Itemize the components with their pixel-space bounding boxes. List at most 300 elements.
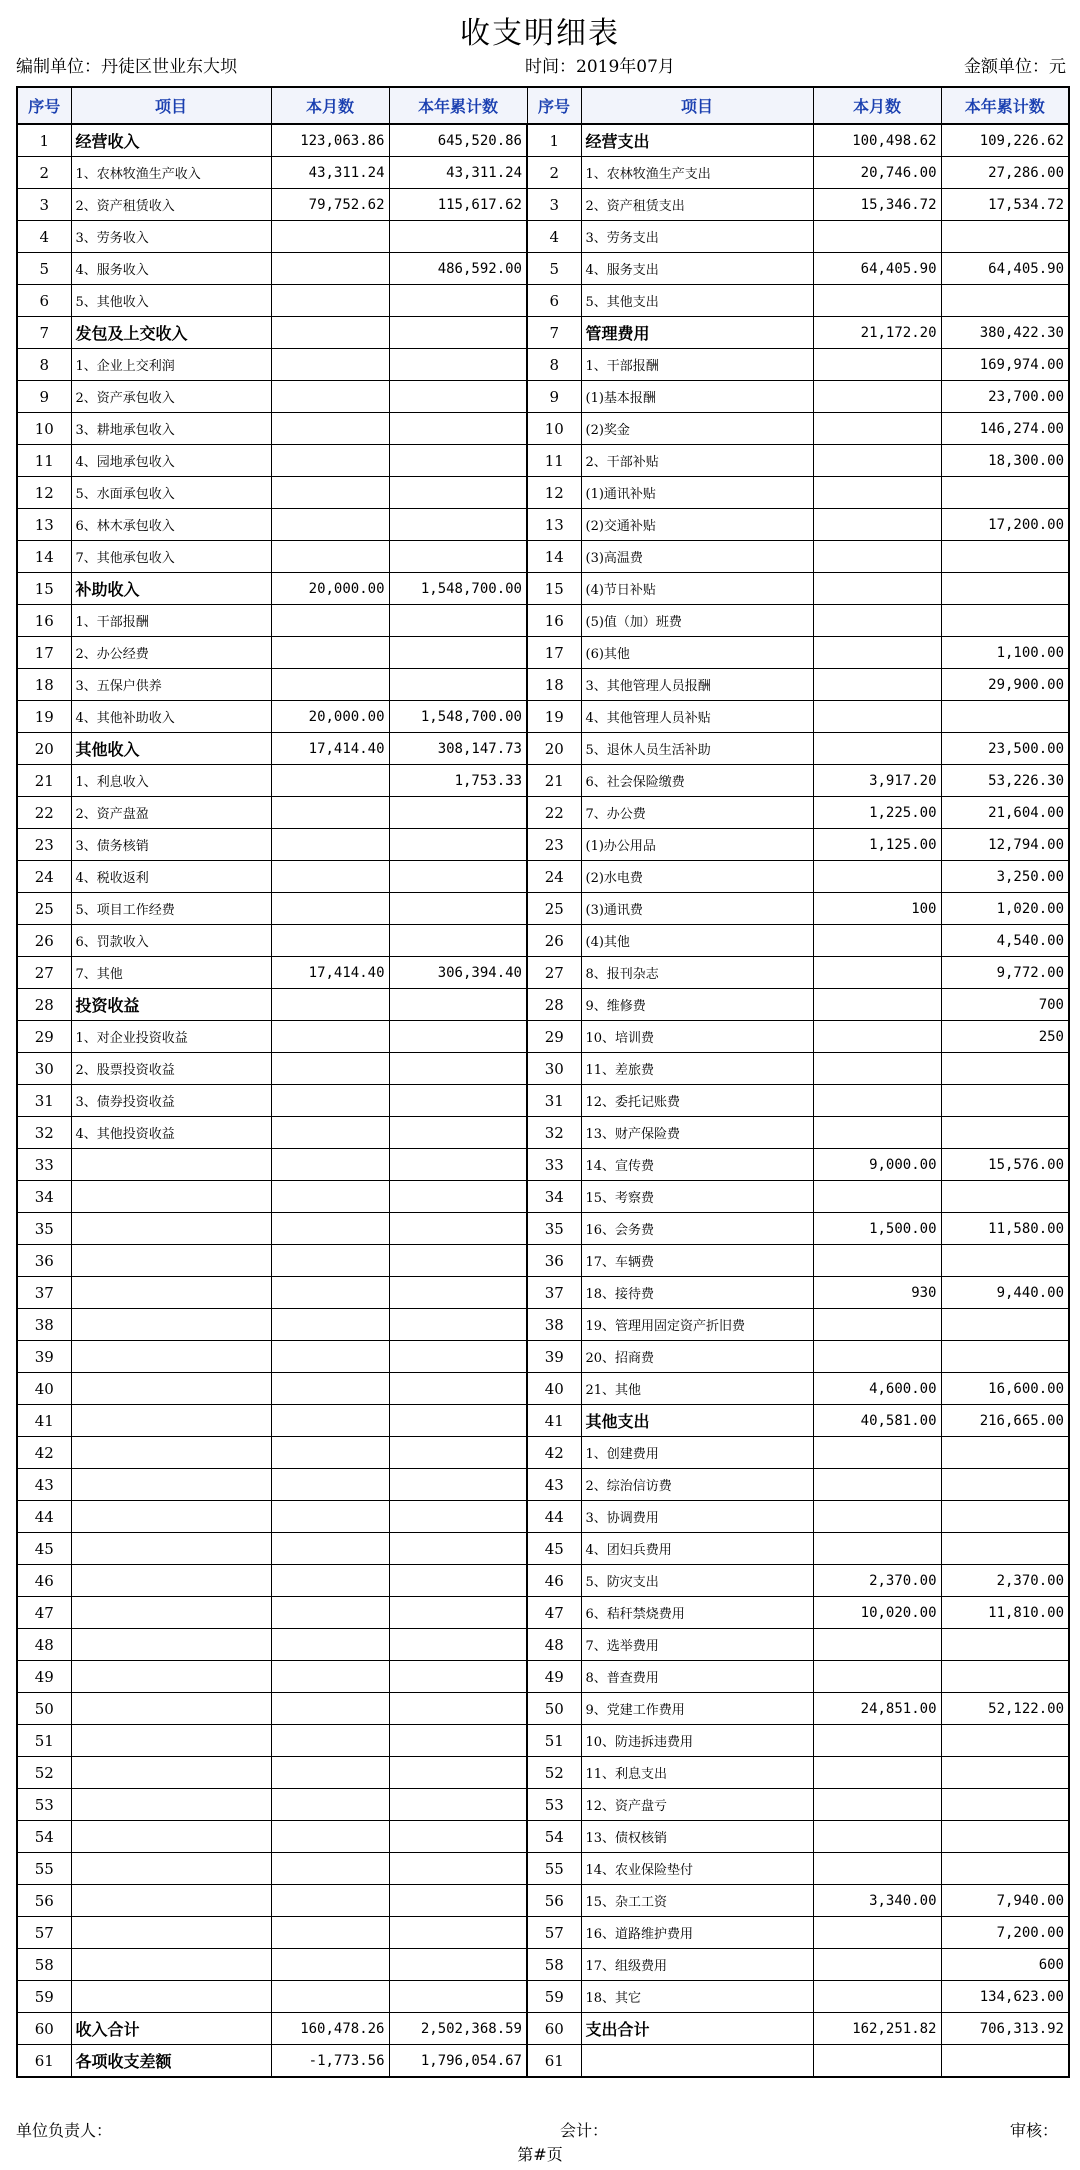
table-row bbox=[17, 157, 1069, 189]
row-expense-item: (6)其他 bbox=[581, 637, 813, 669]
row-income-ytd bbox=[389, 221, 527, 253]
row-expense-ytd: 706,313.92 bbox=[941, 2013, 1069, 2045]
row-income-ytd bbox=[389, 509, 527, 541]
row-income-item: 各项收支差额 bbox=[71, 2045, 271, 2078]
row-seq-right: 43 bbox=[527, 1469, 581, 1501]
row-income-month bbox=[271, 541, 389, 573]
row-seq-right: 58 bbox=[527, 1949, 581, 1981]
row-income-ytd bbox=[389, 1501, 527, 1533]
table-row bbox=[17, 605, 1069, 637]
table-row bbox=[17, 1021, 1069, 1053]
row-expense-month bbox=[813, 1053, 941, 1085]
table-row bbox=[17, 1405, 1069, 1437]
row-expense-item: 11、差旅费 bbox=[581, 1053, 813, 1085]
row-seq-right: 37 bbox=[527, 1277, 581, 1309]
table-row bbox=[17, 1981, 1069, 2013]
row-income-item: 收入合计 bbox=[71, 2013, 271, 2045]
row-seq-right: 49 bbox=[527, 1661, 581, 1693]
row-seq-right: 3 bbox=[527, 189, 581, 221]
row-income-month bbox=[271, 829, 389, 861]
row-expense-item: 5、退休人员生活补助 bbox=[581, 733, 813, 765]
row-seq-right: 34 bbox=[527, 1181, 581, 1213]
row-income-month bbox=[271, 1885, 389, 1917]
row-income-item: 2、股票投资收益 bbox=[71, 1053, 271, 1085]
row-income-ytd bbox=[389, 413, 527, 445]
row-income-ytd bbox=[389, 1117, 527, 1149]
table-row bbox=[17, 893, 1069, 925]
row-seq-left: 47 bbox=[17, 1597, 71, 1629]
row-seq-right: 25 bbox=[527, 893, 581, 925]
unit-head-label: 单位负责人： bbox=[16, 2121, 113, 2140]
row-expense-month: 9,000.00 bbox=[813, 1149, 941, 1181]
row-income-month bbox=[271, 1085, 389, 1117]
table-row bbox=[17, 1469, 1069, 1501]
row-seq-right: 24 bbox=[527, 861, 581, 893]
table-row bbox=[17, 765, 1069, 797]
row-income-month bbox=[271, 349, 389, 381]
row-expense-item: (3)通讯费 bbox=[581, 893, 813, 925]
table-row bbox=[17, 573, 1069, 605]
row-seq-left: 27 bbox=[17, 957, 71, 989]
row-income-item bbox=[71, 1597, 271, 1629]
table-row bbox=[17, 1789, 1069, 1821]
row-seq-left: 18 bbox=[17, 669, 71, 701]
row-seq-right: 38 bbox=[527, 1309, 581, 1341]
table-row bbox=[17, 413, 1069, 445]
table-row bbox=[17, 1533, 1069, 1565]
row-seq-left: 60 bbox=[17, 2013, 71, 2045]
table-row bbox=[17, 701, 1069, 733]
row-expense-month bbox=[813, 381, 941, 413]
row-seq-left: 59 bbox=[17, 1981, 71, 2013]
row-seq-right: 36 bbox=[527, 1245, 581, 1277]
row-expense-item: 经营支出 bbox=[581, 124, 813, 157]
row-income-item: 发包及上交收入 bbox=[71, 317, 271, 349]
row-income-month: 160,478.26 bbox=[271, 2013, 389, 2045]
row-expense-item: 17、组级费用 bbox=[581, 1949, 813, 1981]
row-expense-ytd: 9,440.00 bbox=[941, 1277, 1069, 1309]
accountant-label: 会计： bbox=[560, 2121, 609, 2140]
row-income-item: 1、利息收入 bbox=[71, 765, 271, 797]
row-seq-right: 14 bbox=[527, 541, 581, 573]
row-expense-item: 4、团妇兵费用 bbox=[581, 1533, 813, 1565]
row-income-ytd bbox=[389, 1341, 527, 1373]
row-income-item bbox=[71, 1565, 271, 1597]
row-expense-ytd: 27,286.00 bbox=[941, 157, 1069, 189]
row-expense-ytd bbox=[941, 221, 1069, 253]
row-seq-right: 2 bbox=[527, 157, 581, 189]
row-income-ytd bbox=[389, 1821, 527, 1853]
row-income-month bbox=[271, 1981, 389, 2013]
row-expense-item: 18、其它 bbox=[581, 1981, 813, 2013]
period-label: 时间：2019年07月 bbox=[525, 57, 675, 77]
row-expense-item: 12、委托记账费 bbox=[581, 1085, 813, 1117]
row-income-item bbox=[71, 1501, 271, 1533]
row-expense-item: 5、防灾支出 bbox=[581, 1565, 813, 1597]
row-income-item bbox=[71, 1309, 271, 1341]
row-expense-month bbox=[813, 957, 941, 989]
row-expense-item: 16、道路维护费用 bbox=[581, 1917, 813, 1949]
row-seq-left: 41 bbox=[17, 1405, 71, 1437]
row-income-ytd bbox=[389, 637, 527, 669]
row-income-ytd bbox=[389, 1917, 527, 1949]
row-income-month bbox=[271, 509, 389, 541]
row-seq-right: 42 bbox=[527, 1437, 581, 1469]
row-income-month bbox=[271, 1693, 389, 1725]
row-expense-month bbox=[813, 1117, 941, 1149]
table-row bbox=[17, 1725, 1069, 1757]
row-seq-left: 9 bbox=[17, 381, 71, 413]
row-expense-ytd bbox=[941, 1853, 1069, 1885]
row-expense-item: 18、接待费 bbox=[581, 1277, 813, 1309]
row-seq-left: 3 bbox=[17, 189, 71, 221]
table-row bbox=[17, 317, 1069, 349]
row-expense-ytd: 700 bbox=[941, 989, 1069, 1021]
table-row bbox=[17, 1085, 1069, 1117]
row-income-item: 6、罚款收入 bbox=[71, 925, 271, 957]
row-seq-right: 16 bbox=[527, 605, 581, 637]
row-income-month bbox=[271, 1629, 389, 1661]
row-expense-month bbox=[813, 925, 941, 957]
table-row bbox=[17, 957, 1069, 989]
row-seq-right: 55 bbox=[527, 1853, 581, 1885]
row-seq-right: 41 bbox=[527, 1405, 581, 1437]
row-expense-item: 10、防违拆违费用 bbox=[581, 1725, 813, 1757]
row-income-ytd bbox=[389, 1149, 527, 1181]
row-income-month bbox=[271, 1277, 389, 1309]
row-seq-right: 12 bbox=[527, 477, 581, 509]
table-row bbox=[17, 1053, 1069, 1085]
table-row bbox=[17, 733, 1069, 765]
row-seq-right: 44 bbox=[527, 1501, 581, 1533]
row-seq-right: 28 bbox=[527, 989, 581, 1021]
row-expense-item: 2、干部补贴 bbox=[581, 445, 813, 477]
row-seq-right: 13 bbox=[527, 509, 581, 541]
row-seq-right: 17 bbox=[527, 637, 581, 669]
row-seq-right: 11 bbox=[527, 445, 581, 477]
row-expense-item: 1、创建费用 bbox=[581, 1437, 813, 1469]
row-income-item: 1、干部报酬 bbox=[71, 605, 271, 637]
row-income-item: 7、其他 bbox=[71, 957, 271, 989]
table-row bbox=[17, 2013, 1069, 2045]
row-seq-left: 50 bbox=[17, 1693, 71, 1725]
row-expense-month bbox=[813, 509, 941, 541]
row-income-ytd: 115,617.62 bbox=[389, 189, 527, 221]
row-seq-left: 14 bbox=[17, 541, 71, 573]
row-income-ytd bbox=[389, 1373, 527, 1405]
row-expense-month bbox=[813, 637, 941, 669]
row-income-item bbox=[71, 1917, 271, 1949]
row-income-item bbox=[71, 1469, 271, 1501]
row-expense-month: 40,581.00 bbox=[813, 1405, 941, 1437]
row-seq-left: 42 bbox=[17, 1437, 71, 1469]
row-expense-month bbox=[813, 669, 941, 701]
table-header-row bbox=[17, 87, 1069, 124]
row-expense-ytd: 109,226.62 bbox=[941, 124, 1069, 157]
row-expense-item: 15、考察费 bbox=[581, 1181, 813, 1213]
row-expense-item: 20、招商费 bbox=[581, 1341, 813, 1373]
row-seq-left: 40 bbox=[17, 1373, 71, 1405]
table-row bbox=[17, 669, 1069, 701]
row-income-ytd bbox=[389, 1949, 527, 1981]
row-seq-left: 22 bbox=[17, 797, 71, 829]
row-seq-right: 59 bbox=[527, 1981, 581, 2013]
row-income-item: 4、园地承包收入 bbox=[71, 445, 271, 477]
row-expense-month bbox=[813, 1245, 941, 1277]
row-seq-left: 10 bbox=[17, 413, 71, 445]
row-expense-ytd bbox=[941, 1341, 1069, 1373]
row-income-item bbox=[71, 1245, 271, 1277]
row-expense-month: 1,125.00 bbox=[813, 829, 941, 861]
row-income-ytd bbox=[389, 1437, 527, 1469]
row-income-month bbox=[271, 221, 389, 253]
row-income-item: 7、其他承包收入 bbox=[71, 541, 271, 573]
row-income-month bbox=[271, 1405, 389, 1437]
row-seq-left: 28 bbox=[17, 989, 71, 1021]
row-seq-left: 15 bbox=[17, 573, 71, 605]
row-income-item bbox=[71, 1181, 271, 1213]
row-expense-month: 930 bbox=[813, 1277, 941, 1309]
row-income-ytd bbox=[389, 1725, 527, 1757]
row-expense-item: 19、管理用固定资产折旧费 bbox=[581, 1309, 813, 1341]
row-expense-ytd bbox=[941, 1117, 1069, 1149]
row-income-month bbox=[271, 1053, 389, 1085]
row-income-ytd bbox=[389, 1021, 527, 1053]
row-seq-left: 26 bbox=[17, 925, 71, 957]
row-expense-ytd bbox=[941, 1085, 1069, 1117]
row-seq-left: 48 bbox=[17, 1629, 71, 1661]
row-expense-ytd: 11,580.00 bbox=[941, 1213, 1069, 1245]
row-expense-month bbox=[813, 477, 941, 509]
row-seq-right: 30 bbox=[527, 1053, 581, 1085]
row-seq-left: 46 bbox=[17, 1565, 71, 1597]
row-seq-right: 48 bbox=[527, 1629, 581, 1661]
row-income-month bbox=[271, 1661, 389, 1693]
row-seq-left: 51 bbox=[17, 1725, 71, 1757]
row-expense-ytd: 21,604.00 bbox=[941, 797, 1069, 829]
row-expense-item: 15、杂工工资 bbox=[581, 1885, 813, 1917]
row-expense-item: 3、劳务支出 bbox=[581, 221, 813, 253]
row-seq-right: 27 bbox=[527, 957, 581, 989]
row-seq-left: 2 bbox=[17, 157, 71, 189]
row-income-item: 5、其他收入 bbox=[71, 285, 271, 317]
row-income-item bbox=[71, 1277, 271, 1309]
row-seq-left: 20 bbox=[17, 733, 71, 765]
row-expense-ytd bbox=[941, 285, 1069, 317]
row-income-month bbox=[271, 637, 389, 669]
row-income-ytd: 1,548,700.00 bbox=[389, 701, 527, 733]
row-seq-left: 13 bbox=[17, 509, 71, 541]
row-income-ytd bbox=[389, 349, 527, 381]
table-row bbox=[17, 925, 1069, 957]
row-expense-ytd: 7,200.00 bbox=[941, 1917, 1069, 1949]
table-row bbox=[17, 1885, 1069, 1917]
row-expense-month: 162,251.82 bbox=[813, 2013, 941, 2045]
row-income-ytd bbox=[389, 445, 527, 477]
row-expense-item: (4)其他 bbox=[581, 925, 813, 957]
row-seq-right: 4 bbox=[527, 221, 581, 253]
row-expense-month bbox=[813, 1629, 941, 1661]
row-income-month bbox=[271, 1821, 389, 1853]
row-expense-item: (2)奖金 bbox=[581, 413, 813, 445]
row-expense-month bbox=[813, 1981, 941, 2013]
row-income-item: 4、其他补助收入 bbox=[71, 701, 271, 733]
row-expense-ytd: 3,250.00 bbox=[941, 861, 1069, 893]
table-row bbox=[17, 1661, 1069, 1693]
row-seq-left: 24 bbox=[17, 861, 71, 893]
row-expense-ytd: 17,200.00 bbox=[941, 509, 1069, 541]
row-expense-month: 4,600.00 bbox=[813, 1373, 941, 1405]
row-income-item bbox=[71, 1725, 271, 1757]
auditor-label: 审核： bbox=[1009, 2121, 1058, 2140]
row-income-month bbox=[271, 605, 389, 637]
row-expense-item: 1、干部报酬 bbox=[581, 349, 813, 381]
row-income-item: 4、税收返利 bbox=[71, 861, 271, 893]
row-expense-ytd: 16,600.00 bbox=[941, 1373, 1069, 1405]
row-income-item bbox=[71, 1885, 271, 1917]
row-income-month bbox=[271, 413, 389, 445]
row-expense-ytd: 23,700.00 bbox=[941, 381, 1069, 413]
ledger-table bbox=[16, 86, 1070, 2078]
row-expense-month bbox=[813, 1341, 941, 1373]
row-income-item bbox=[71, 1693, 271, 1725]
row-income-ytd: 1,753.33 bbox=[389, 765, 527, 797]
row-seq-right: 33 bbox=[527, 1149, 581, 1181]
row-income-month bbox=[271, 1373, 389, 1405]
row-seq-right: 20 bbox=[527, 733, 581, 765]
row-income-month bbox=[271, 1437, 389, 1469]
row-expense-item: (5)值（加）班费 bbox=[581, 605, 813, 637]
row-expense-ytd bbox=[941, 1309, 1069, 1341]
row-seq-right: 35 bbox=[527, 1213, 581, 1245]
table-row bbox=[17, 1821, 1069, 1853]
row-income-month: -1,773.56 bbox=[271, 2045, 389, 2078]
row-income-ytd bbox=[389, 1629, 527, 1661]
currency-unit-label: 金额单位：元 bbox=[964, 57, 1066, 77]
row-income-item bbox=[71, 1629, 271, 1661]
row-seq-left: 29 bbox=[17, 1021, 71, 1053]
row-seq-left: 8 bbox=[17, 349, 71, 381]
row-seq-left: 21 bbox=[17, 765, 71, 797]
row-income-item: 经营收入 bbox=[71, 124, 271, 157]
table-row bbox=[17, 1213, 1069, 1245]
row-seq-right: 29 bbox=[527, 1021, 581, 1053]
row-expense-month: 64,405.90 bbox=[813, 253, 941, 285]
row-expense-ytd bbox=[941, 1501, 1069, 1533]
row-income-ytd bbox=[389, 1565, 527, 1597]
row-income-ytd: 43,311.24 bbox=[389, 157, 527, 189]
row-expense-month bbox=[813, 1501, 941, 1533]
col-header-month-left: 本月数 bbox=[271, 87, 389, 124]
table-row bbox=[17, 1917, 1069, 1949]
row-expense-month bbox=[813, 1917, 941, 1949]
row-expense-item: 13、债权核销 bbox=[581, 1821, 813, 1853]
table-row bbox=[17, 349, 1069, 381]
row-expense-item: 1、农林牧渔生产支出 bbox=[581, 157, 813, 189]
row-expense-ytd bbox=[941, 1181, 1069, 1213]
row-expense-month bbox=[813, 541, 941, 573]
row-income-ytd bbox=[389, 477, 527, 509]
row-expense-ytd: 18,300.00 bbox=[941, 445, 1069, 477]
row-expense-month bbox=[813, 1181, 941, 1213]
row-income-ytd bbox=[389, 829, 527, 861]
row-expense-month bbox=[813, 1469, 941, 1501]
row-expense-ytd: 9,772.00 bbox=[941, 957, 1069, 989]
row-expense-ytd: 23,500.00 bbox=[941, 733, 1069, 765]
row-income-item: 4、其他投资收益 bbox=[71, 1117, 271, 1149]
row-expense-ytd bbox=[941, 1437, 1069, 1469]
row-income-ytd bbox=[389, 1213, 527, 1245]
table-row bbox=[17, 1757, 1069, 1789]
row-expense-ytd bbox=[941, 1789, 1069, 1821]
table-row bbox=[17, 541, 1069, 573]
row-income-ytd bbox=[389, 1309, 527, 1341]
row-expense-month: 15,346.72 bbox=[813, 189, 941, 221]
row-income-ytd bbox=[389, 797, 527, 829]
table-row bbox=[17, 1693, 1069, 1725]
org-label: 编制单位：丹徒区世业东大坝 bbox=[16, 57, 237, 77]
row-income-ytd bbox=[389, 861, 527, 893]
row-expense-month bbox=[813, 1309, 941, 1341]
row-income-month bbox=[271, 861, 389, 893]
row-expense-item: 5、其他支出 bbox=[581, 285, 813, 317]
row-expense-item: (1)办公用品 bbox=[581, 829, 813, 861]
row-income-ytd bbox=[389, 1053, 527, 1085]
row-expense-ytd: 11,810.00 bbox=[941, 1597, 1069, 1629]
row-seq-right: 6 bbox=[527, 285, 581, 317]
row-seq-right: 60 bbox=[527, 2013, 581, 2045]
row-expense-ytd: 169,974.00 bbox=[941, 349, 1069, 381]
row-income-month bbox=[271, 1725, 389, 1757]
row-income-month bbox=[271, 989, 389, 1021]
row-expense-item: 14、农业保险垫付 bbox=[581, 1853, 813, 1885]
table-row bbox=[17, 1149, 1069, 1181]
row-expense-month bbox=[813, 605, 941, 637]
row-income-item bbox=[71, 1405, 271, 1437]
row-seq-right: 54 bbox=[527, 1821, 581, 1853]
row-seq-left: 5 bbox=[17, 253, 71, 285]
row-seq-left: 38 bbox=[17, 1309, 71, 1341]
row-seq-right: 53 bbox=[527, 1789, 581, 1821]
row-expense-item: (4)节日补贴 bbox=[581, 573, 813, 605]
row-seq-left: 12 bbox=[17, 477, 71, 509]
row-expense-month: 100,498.62 bbox=[813, 124, 941, 157]
row-seq-left: 6 bbox=[17, 285, 71, 317]
row-income-item: 1、对企业投资收益 bbox=[71, 1021, 271, 1053]
row-seq-right: 57 bbox=[527, 1917, 581, 1949]
table-row bbox=[17, 477, 1069, 509]
row-income-month bbox=[271, 1501, 389, 1533]
row-income-item: 1、企业上交利润 bbox=[71, 349, 271, 381]
row-seq-left: 52 bbox=[17, 1757, 71, 1789]
row-expense-item: 6、社会保险缴费 bbox=[581, 765, 813, 797]
row-seq-left: 43 bbox=[17, 1469, 71, 1501]
row-seq-left: 34 bbox=[17, 1181, 71, 1213]
row-income-item bbox=[71, 1213, 271, 1245]
row-expense-month bbox=[813, 1949, 941, 1981]
row-income-item: 2、资产盘盈 bbox=[71, 797, 271, 829]
table-row bbox=[17, 1597, 1069, 1629]
row-seq-right: 46 bbox=[527, 1565, 581, 1597]
row-expense-item: 7、办公费 bbox=[581, 797, 813, 829]
row-income-month bbox=[271, 285, 389, 317]
row-expense-ytd: 2,370.00 bbox=[941, 1565, 1069, 1597]
col-header-seq-right: 序号 bbox=[527, 87, 581, 124]
row-income-month: 20,000.00 bbox=[271, 573, 389, 605]
row-expense-ytd bbox=[941, 605, 1069, 637]
row-income-ytd bbox=[389, 1597, 527, 1629]
table-row bbox=[17, 829, 1069, 861]
